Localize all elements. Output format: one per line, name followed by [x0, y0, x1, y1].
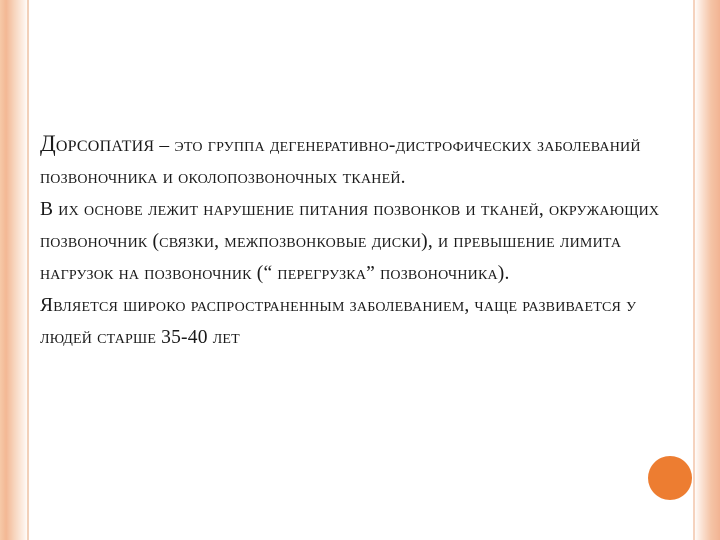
paragraph-cause: В их основе лежит нарушение питания позвонков и тканей, окружающих позвоночник (связки, межпозвонковые диски), и превышение лимита нагрузок на позвоночник (“ перегрузка” позвоночника).	[40, 199, 660, 284]
right-decorative-band	[694, 0, 720, 540]
definition-text: – это группа дегенеративно-дистрофических заболеваний позвоночника и околопозвоночных тканей.	[40, 135, 641, 188]
left-band-divider	[27, 0, 29, 540]
accent-circle-shape	[648, 456, 692, 500]
paragraph-definition	[40, 128, 680, 194]
right-band-divider	[693, 0, 695, 540]
term-dorsopathy: Дорсопатия	[40, 131, 155, 156]
slide-body-text	[40, 128, 680, 354]
paragraph-prevalence: Является широко распространенным заболеванием, чаще развивается у людей старше 35-40 лет	[40, 295, 637, 348]
left-decorative-band	[0, 0, 28, 540]
